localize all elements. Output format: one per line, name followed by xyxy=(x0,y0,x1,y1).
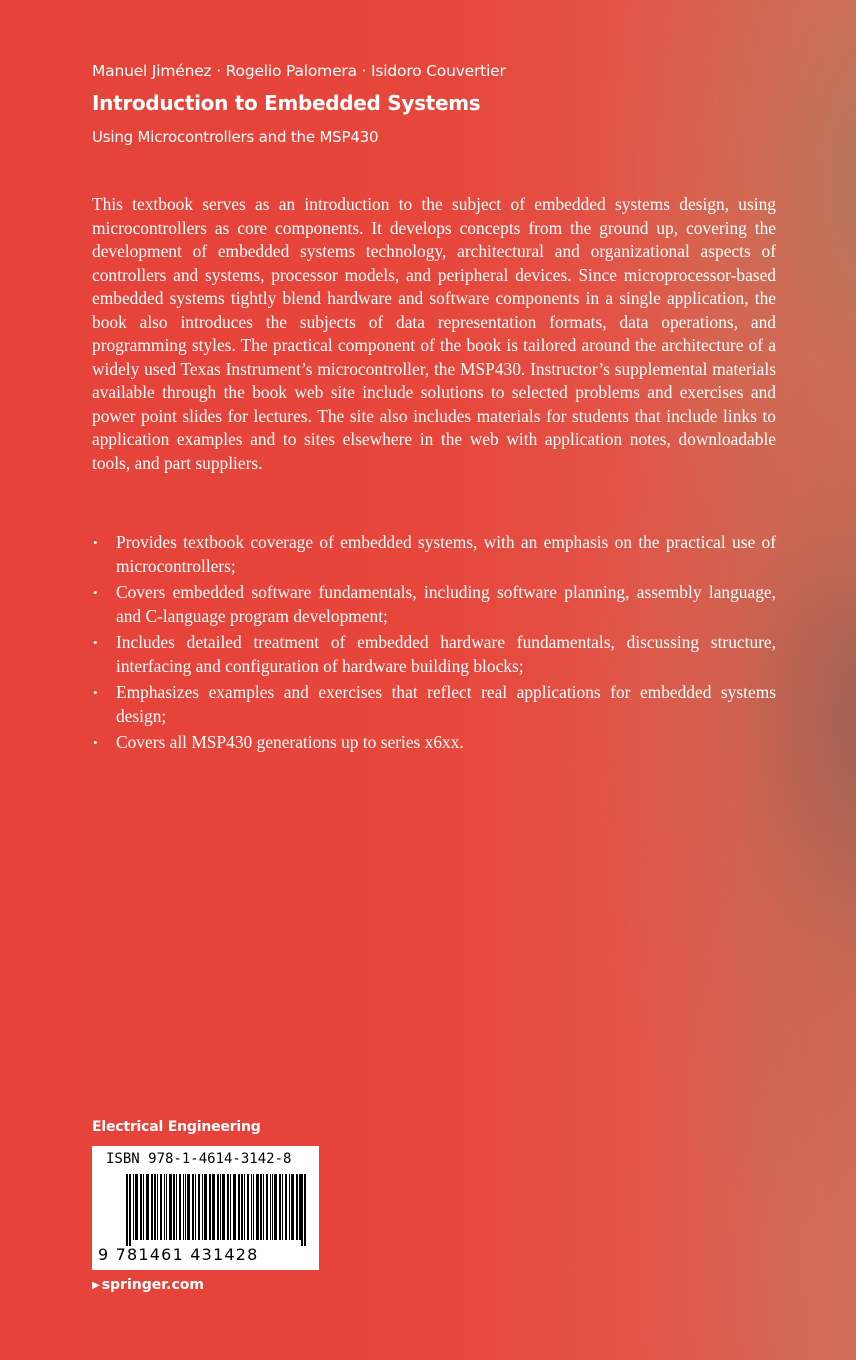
barcode-bar xyxy=(140,1174,142,1240)
arrow-right-icon: ▶ xyxy=(92,1280,100,1291)
barcode-bar xyxy=(260,1174,262,1240)
book-description: This textbook serves as an introduction to the subject of embedded systems design, using microcontrollers as core components. It develops concepts from the ground up, covering the development of embedded systems technology, architectural and organizational aspects of controllers and systems, processor models, and peripheral devices. Since microprocessor-based embedded systems tightly blend hardware and software components in a single application, the book also introduces the subjects of data representation formats, data operations, and programming styles. The practical component of the book is tailored around the architecture of a widely used Texas Instrument’s microcontroller, the MSP430. Instructor’s supplemental materials available through the book web site include solutions to selected problems and exercises and power point slides for lectures. The site also includes materials for students that include links to application examples and to sites elsewhere in the web with application notes, downloadable tools, and part suppliers. xyxy=(92,194,776,473)
barcode-bar xyxy=(183,1174,184,1240)
bullet-icon: • xyxy=(93,635,98,650)
barcode-bar xyxy=(185,1174,186,1240)
barcode-bar xyxy=(160,1174,162,1240)
barcode-bar xyxy=(146,1174,149,1240)
barcode-bar xyxy=(222,1174,225,1240)
barcode-bar xyxy=(230,1174,231,1240)
feature-item xyxy=(92,681,776,728)
barcode-bar xyxy=(164,1174,165,1240)
subject-category: Electrical Engineering xyxy=(92,1119,261,1135)
feature-list xyxy=(92,531,776,758)
barcode-guard-bar xyxy=(301,1174,303,1246)
feature-item xyxy=(92,531,776,578)
barcode-bar xyxy=(285,1174,287,1240)
barcode-bar xyxy=(244,1174,245,1240)
barcode-bar xyxy=(238,1174,240,1240)
barcode-bar xyxy=(289,1174,290,1240)
book-subtitle: Using Microcontrollers and the MSP430 xyxy=(92,128,379,146)
barcode-bar xyxy=(272,1174,273,1240)
bullet-icon: • xyxy=(93,685,98,700)
barcode-bar xyxy=(166,1174,167,1240)
barcode-bar xyxy=(233,1174,236,1240)
barcode-bar xyxy=(176,1174,177,1240)
barcode-number: 9 781461 431428 xyxy=(98,1245,259,1264)
barcode-bar xyxy=(241,1174,243,1240)
barcode-bar xyxy=(291,1174,294,1240)
barcode-bar xyxy=(157,1174,158,1240)
barcode-bar xyxy=(154,1174,156,1240)
publisher-link[interactable] xyxy=(92,1277,204,1293)
barcode-bar xyxy=(135,1174,138,1240)
isbn-label: ISBN 978-1-4614-3142-8 xyxy=(106,1151,292,1167)
barcode-bar xyxy=(209,1174,211,1240)
barcode-bar xyxy=(282,1174,283,1240)
barcode-bar xyxy=(274,1174,277,1240)
barcode-bar xyxy=(192,1174,194,1240)
barcode-bar xyxy=(279,1174,281,1240)
book-title: Introduction to Embedded Systems xyxy=(92,91,481,115)
barcode-bar xyxy=(169,1174,172,1240)
barcode-bar xyxy=(256,1174,259,1240)
bullet-icon: • xyxy=(93,535,98,550)
barcode-bar xyxy=(198,1174,200,1240)
barcode-bar xyxy=(227,1174,229,1240)
feature-item xyxy=(92,631,776,678)
barcode-bar xyxy=(133,1174,134,1240)
barcode-bar xyxy=(220,1174,221,1240)
isbn-barcode xyxy=(92,1146,319,1270)
feature-text: Includes detailed treatment of embedded hardware fundamentals, discussing structure, interfacing and configuration of hardware building blocks; xyxy=(116,632,776,676)
barcode-bar xyxy=(204,1174,207,1240)
barcode-bar xyxy=(179,1174,181,1240)
barcode-bar xyxy=(195,1174,196,1240)
barcode-bar xyxy=(173,1174,175,1240)
barcode-bar xyxy=(217,1174,219,1240)
feature-text: Covers all MSP430 generations up to series x6xx. xyxy=(116,732,464,752)
barcode-bar xyxy=(296,1174,298,1240)
feature-text: Covers embedded software fundamentals, including software planning, assembly language, and C-language program development; xyxy=(116,582,776,626)
bullet-icon: • xyxy=(93,585,98,600)
barcode-bar xyxy=(263,1174,264,1240)
feature-text: Emphasizes examples and exercises that reflect real applications for embedded systems design; xyxy=(116,682,776,726)
feature-item xyxy=(92,581,776,628)
feature-text: Provides textbook coverage of embedded systems, with an emphasis on the practical use of microcontrollers; xyxy=(116,532,776,576)
barcode-bar xyxy=(270,1174,271,1240)
barcode-bar xyxy=(212,1174,215,1240)
barcode-guard-bar xyxy=(129,1174,131,1246)
authors: Manuel Jiménez · Rogelio Palomera · Isidoro Couvertier xyxy=(92,62,506,80)
barcode-bar xyxy=(187,1174,190,1240)
barcode-bar xyxy=(251,1174,252,1240)
barcode-bar xyxy=(151,1174,153,1240)
barcode-bar xyxy=(247,1174,249,1240)
feature-item xyxy=(92,731,776,755)
barcode-bar xyxy=(202,1174,203,1240)
barcode-bar xyxy=(253,1174,254,1240)
barcode-guard-bar xyxy=(126,1174,128,1246)
publisher-url: springer.com xyxy=(101,1277,204,1293)
bullet-icon: • xyxy=(93,735,98,750)
barcode-guard-bar xyxy=(304,1174,306,1246)
barcode-bar xyxy=(143,1174,144,1240)
barcode-bar xyxy=(266,1174,268,1240)
